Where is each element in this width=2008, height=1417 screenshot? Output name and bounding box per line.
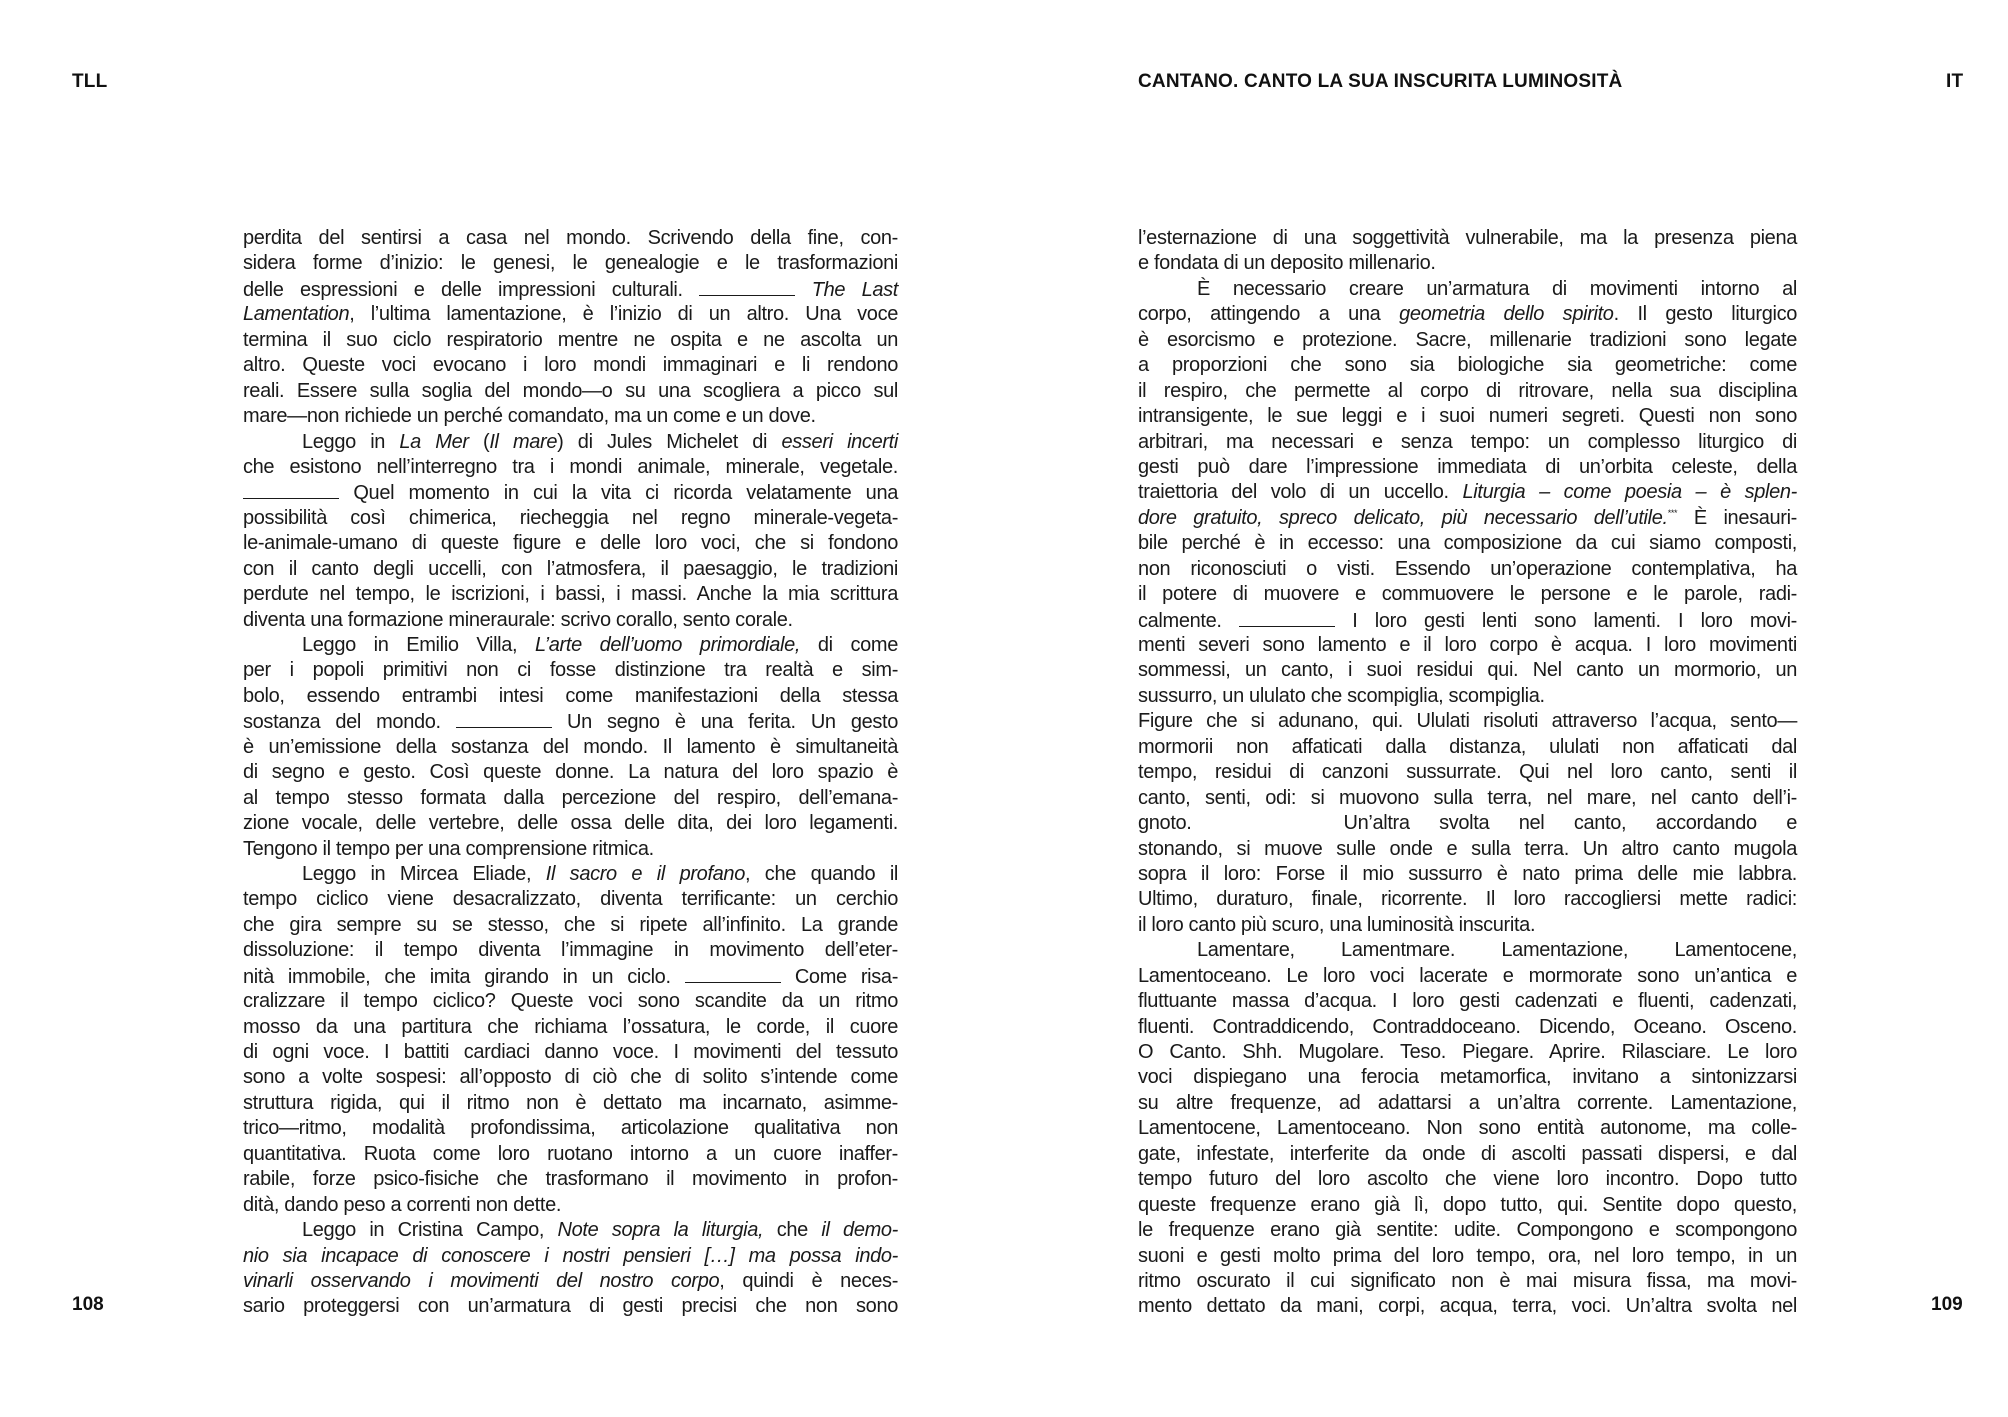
text-run: ( (468, 430, 490, 453)
text-line (243, 1218, 898, 1243)
text-line (1138, 226, 1797, 251)
text-run: dissoluzione: il tempo diventa l’immagine in movimento dell’eter- (243, 939, 898, 962)
text-run: Lamentoceano. Le loro voci lacerate e mormorate sono un’antica e (1138, 964, 1797, 987)
text-line (243, 1294, 898, 1319)
text-run: gate, infestate, interferite da onde di ascolti passati dispersi, e dal (1138, 1142, 1797, 1165)
text-line (1138, 1142, 1797, 1167)
page-number-right: 109 (1931, 1294, 1963, 1315)
text-line (243, 709, 898, 734)
text-line (243, 1142, 898, 1167)
text-run: cralizzare il tempo ciclico? Queste voci sono scandite da un ritmo (243, 990, 898, 1013)
text-run: termina il suo ciclo respiratorio mentre ne ospita e ne ascolta un (243, 328, 898, 351)
text-run: È inesauri- (1677, 506, 1797, 529)
text-run: stonando, si muove sulle onde e sulla terra. Un altro canto mugola (1138, 837, 1797, 860)
text-line (243, 887, 898, 912)
text-line (1138, 1116, 1797, 1141)
page-number-left: 108 (72, 1294, 104, 1315)
text-run: Un segno è una ferita. Un gesto (551, 711, 898, 734)
text-line (243, 404, 898, 429)
italic-text: Lamentation (243, 303, 350, 326)
italic-text: Il sacro e il profano (545, 862, 745, 885)
text-line (1138, 1269, 1797, 1294)
text-run: mare—non richiede un perché comandato, ma un come e un dove. (243, 405, 816, 428)
italic-text: The Last (811, 278, 898, 301)
text-run: mosso da una partitura che richiama l’ossatura, le corde, il cuore (243, 1015, 898, 1038)
text-run: reali. Essere sulla soglia del mondo—o su una scogliera a picco sul (243, 379, 898, 402)
italic-text: il demo- (821, 1219, 898, 1242)
text-line (243, 938, 898, 963)
text-run: Ultimo, duraturo, finale, ricorrente. Il loro raccogliersi mette radici: (1138, 888, 1797, 911)
italic-text: nio sia incapace di conoscere i nostri pensieri […] ma possa indo- (243, 1244, 898, 1267)
text-run: gesti può dare l’impressione immediata di un’orbita celeste, della (1138, 455, 1797, 478)
text-run: Un’altra svolta nel canto, accordando e (1343, 812, 1797, 835)
text-run: Leggo in Emilio Villa, (302, 634, 536, 656)
text-line (243, 379, 898, 404)
blank-rule (685, 964, 781, 983)
text-line (1138, 430, 1797, 455)
text-line (243, 1065, 898, 1090)
text-run: suoni e gesti molto prima del loro tempo, ora, nel loro tempo, in un (1138, 1244, 1797, 1267)
text-line (243, 735, 898, 760)
text-line (1138, 557, 1797, 582)
text-run: sono a volte sospesi: all’opposto di ciò che di solito s’intende come (243, 1066, 898, 1089)
text-line (243, 328, 898, 353)
running-head-left: TLL (72, 71, 108, 92)
text-run: sussurro, un ululato che scompiglia, scompiglia. (1138, 684, 1545, 707)
text-line (243, 1116, 898, 1141)
text-line (243, 1040, 898, 1065)
text-run: rabile, forze psico-fisiche che trasformano il movimento in profon- (243, 1168, 898, 1191)
text-line (1138, 455, 1797, 480)
text-run: queste frequenze erano già lì, dopo tutto, qui. Sentite dopo questo, (1138, 1193, 1797, 1216)
text-line (243, 277, 898, 302)
italic-text: vinarli osservando i movimenti del nostro corpo (243, 1269, 720, 1292)
blank-rule (243, 480, 339, 499)
text-run: sopra il loro: Forse il mio sussurro è nato prima delle mie labbra. (1138, 862, 1797, 885)
text-line (1138, 379, 1797, 404)
text-run: corpo, attingendo a una (1138, 303, 1400, 326)
text-run: mormorii non affaticati dalla distanza, ululati non affaticati dal (1138, 735, 1797, 758)
italic-text: Liturgia – come poesia – è splen- (1462, 481, 1797, 504)
text-run: fluttuante massa d’acqua. I loro gesti cadenzati e fluenti, cadenzati, (1138, 990, 1797, 1013)
text-run: canto, senti, odi: si muovono sulla terra, nel mare, nel canto dell’i- (1138, 786, 1797, 809)
text-run: non riconosciuti o visti. Essendo un’operazione contemplativa, ha (1138, 557, 1797, 580)
text-run: , l’ultima lamentazione, è l’inizio di un altro. Una voce (349, 303, 898, 326)
text-run: che esistono nell’interregno tra i mondi animale, minerale, vegetale. (243, 455, 898, 478)
text-run: traiettoria del volo di un uccello. (1138, 481, 1463, 504)
text-line (243, 1244, 898, 1269)
text-line (243, 658, 898, 683)
text-line (243, 582, 898, 607)
text-line (1138, 658, 1797, 683)
text-line (1138, 684, 1797, 709)
text-run: Tengono il tempo per una comprensione ritmica. (243, 837, 654, 860)
running-head-right: CANTANO. CANTO LA SUA INSCURITA LUMINOSITÀ (1138, 71, 1623, 92)
text-line (243, 837, 898, 862)
text-line (1138, 709, 1797, 734)
text-line (1138, 1244, 1797, 1269)
text-line (1138, 1091, 1797, 1116)
text-line (243, 684, 898, 709)
text-run: dità, dando peso a correnti non dette. (243, 1193, 562, 1216)
text-line (243, 557, 898, 582)
text-line (243, 989, 898, 1014)
text-line (243, 226, 898, 251)
right-text-column (1138, 226, 1797, 1320)
text-run: le frequenze erano già sentite: udite. Compongono e scompongono (1138, 1219, 1797, 1242)
text-line (1138, 404, 1797, 429)
text-line (243, 506, 898, 531)
text-line (243, 455, 898, 480)
text-run: fluenti. Contraddicendo, Contraddoceano. Dicendo, Oceano. Osceno. (1138, 1015, 1797, 1038)
text-run: che gira sempre su se stesso, che si ripete all’infinito. La grande (243, 913, 898, 936)
text-line (1138, 862, 1797, 887)
text-run: altro. Queste voci evocano i loro mondi immaginari e li rendono (243, 354, 898, 377)
text-line (243, 302, 898, 327)
text-line (1138, 353, 1797, 378)
text-run: Lamentocene, Lamentoceano. Non sono entità autonome, ma colle- (1138, 1117, 1797, 1140)
text-line (1138, 1193, 1797, 1218)
text-run: che (763, 1219, 822, 1242)
text-run: arbitrari, ma necessari e senza tempo: un complesso liturgico di (1138, 430, 1797, 453)
text-line (1138, 302, 1797, 327)
text-line (243, 430, 898, 455)
text-line (243, 964, 898, 989)
text-line (1138, 1167, 1797, 1192)
text-run: , che quando il (744, 862, 899, 885)
left-text-column (243, 226, 898, 1320)
text-line (1138, 760, 1797, 785)
text-run: quantitativa. Ruota come loro ruotano intorno a un cuore inaffer- (243, 1142, 898, 1165)
text-run: le-animale-umano di queste figure e delle loro voci, che si fondono (243, 532, 898, 555)
text-line (243, 633, 898, 658)
text-run: È necessario creare un’armatura di movimenti intorno al (1197, 277, 1797, 300)
text-run: tempo futuro del loro ascolto che viene loro incontro. Dopo tutto (1138, 1168, 1797, 1191)
text-line (1138, 506, 1797, 531)
text-line (1138, 277, 1797, 302)
text-line (1138, 1294, 1797, 1319)
text-line (1138, 1015, 1797, 1040)
text-line (1138, 837, 1797, 862)
text-run: possibilità così chimerica, riecheggia nel regno minerale-vegeta- (243, 506, 898, 529)
text-run: Lamentare, Lamentmare. Lamentazione, Lamentocene, (1197, 939, 1797, 962)
text-line (1138, 582, 1797, 607)
italic-text: Note sopra la liturgia, (557, 1219, 764, 1242)
text-run: Leggo in (302, 430, 400, 453)
text-run: il loro canto più scuro, una luminosità inscurita. (1138, 913, 1536, 936)
blank-rule (456, 709, 552, 728)
text-run: perdute nel tempo, le iscrizioni, i bassi, i massi. Anche la mia scrittura (243, 583, 898, 606)
text-line (1138, 1040, 1797, 1065)
text-run: e fondata di un deposito millenario. (1138, 252, 1436, 275)
text-run: ) di Jules Michelet di (557, 430, 782, 453)
text-run: per i popoli primitivi non ci fosse distinzione tra realtà e sim- (243, 659, 898, 682)
text-line (1138, 938, 1797, 963)
text-run: il potere di muovere e commuovere le persone e le parole, radi- (1138, 583, 1797, 606)
text-run: bolo, essendo entrambi intesi come manifestazioni della stessa (243, 684, 898, 707)
text-line (1138, 735, 1797, 760)
text-run: Figure che si adunano, qui. Ululati risoluti attraverso l’acqua, sento— (1138, 710, 1797, 733)
text-line (243, 608, 898, 633)
text-run: Quel momento in cui la vita ci ricorda velatamente una (339, 482, 898, 505)
language-tag: IT (1946, 71, 1964, 92)
text-run: Leggo in Cristina Campo, (302, 1219, 558, 1242)
text-run: diventa una formazione mineraurale: scrivo corallo, sento corale. (243, 608, 793, 631)
text-run: sostanza del mondo. (243, 711, 456, 734)
text-line (243, 862, 898, 887)
italic-text: L’arte dell’uomo primordiale, (535, 634, 801, 656)
text-line (243, 251, 898, 276)
text-run: delle espressioni e delle impressioni culturali. (243, 278, 700, 301)
text-run: al tempo stesso formata dalla percezione del respiro, dell’emana- (243, 786, 898, 809)
italic-text: La Mer (399, 430, 469, 453)
text-run: struttura rigida, qui il ritmo non è dettato ma incarnato, asimme- (243, 1091, 898, 1114)
text-line (1138, 1218, 1797, 1243)
text-run: di ogni voce. I battiti cardiaci danno voce. I movimenti del tessuto (243, 1041, 898, 1063)
text-run: , quindi è neces- (719, 1269, 899, 1292)
text-run: mento dettato da mani, corpi, acqua, terra, voci. Un’altra svolta nel (1138, 1295, 1797, 1318)
text-line (1138, 480, 1797, 505)
italic-text: Il mare (489, 430, 558, 453)
text-line (1138, 989, 1797, 1014)
text-line (243, 913, 898, 938)
footnote-marker: *** (1667, 507, 1678, 518)
text-line (243, 1167, 898, 1192)
text-line (243, 760, 898, 785)
text-run: a proporzioni che sono sia biologiche sia geometriche: come (1138, 354, 1797, 377)
text-run: I loro gesti lenti sono lamenti. I loro movi- (1334, 609, 1797, 632)
text-run: l’esternazione di una soggettività vulnerabile, ma la presenza piena (1138, 227, 1797, 249)
text-run (795, 279, 811, 301)
text-run: O Canto. Shh. Mugolare. Teso. Piegare. Aprire. Rilasciare. Le loro (1138, 1041, 1797, 1063)
blank-rule (1239, 608, 1335, 627)
text-line (1138, 608, 1797, 633)
italic-text: dore gratuito, spreco delicato, più necessario dell’utile. (1138, 506, 1668, 529)
text-run: su altre frequenze, ad adattarsi a un’altra corrente. Lamentazione, (1138, 1091, 1797, 1114)
text-run: gnoto. (1138, 812, 1192, 835)
text-run: di segno e gesto. Così queste donne. La natura del loro spazio è (243, 761, 898, 784)
text-line (243, 1091, 898, 1116)
text-run: è esorcismo e protezione. Sacre, millenarie tradizioni sono legate (1138, 328, 1797, 351)
text-run: trico—ritmo, modalità profondissima, articolazione qualitativa non (243, 1117, 898, 1140)
text-line (243, 811, 898, 836)
text-line (1138, 811, 1797, 836)
text-run: calmente. (1138, 609, 1239, 632)
text-run: sario proteggersi con un’armatura di gesti precisi che non sono (243, 1295, 898, 1318)
text-run: nità immobile, che imita girando in un ciclo. (243, 965, 685, 988)
text-run: tempo, residui di canzoni sussurrate. Qui nel loro canto, senti il (1138, 761, 1797, 784)
text-run: bile perché è in eccesso: una composizione da cui siamo composti, (1138, 532, 1797, 555)
text-run: voci dispiegano una ferocia metamorfica, invitano a sintonizzarsi (1138, 1066, 1797, 1089)
italic-text: geometria dello spirito (1399, 303, 1614, 326)
text-run: è un’emissione della sostanza del mondo. Il lamento è simultaneità (243, 735, 898, 758)
text-line (1138, 887, 1797, 912)
text-run: di come (800, 634, 898, 656)
text-run: . Il gesto liturgico (1613, 303, 1797, 326)
text-run: tempo ciclico viene desacralizzato, diventa terrificante: un cerchio (243, 888, 898, 911)
text-line (1138, 251, 1797, 276)
text-run: con il canto degli uccelli, con l’atmosfera, il paesaggio, le tradizioni (243, 557, 898, 580)
text-run: Come risa- (780, 965, 898, 988)
text-line (1138, 1065, 1797, 1090)
text-run: sommessi, un canto, i suoi residui qui. Nel canto un mormorio, un (1138, 659, 1797, 682)
text-run: menti severi sono lamento e il loro corpo è acqua. I loro movimenti (1138, 634, 1797, 656)
text-line (243, 480, 898, 505)
italic-text: esseri incerti (781, 430, 898, 453)
text-line (243, 353, 898, 378)
text-line (243, 1269, 898, 1294)
text-line (1138, 531, 1797, 556)
text-line (243, 1193, 898, 1218)
text-line (1138, 633, 1797, 658)
text-run: Leggo in Mircea Eliade, (302, 862, 546, 885)
text-run: zione vocale, delle vertebre, delle ossa delle dita, dei loro legamenti. (243, 812, 898, 835)
text-line (243, 531, 898, 556)
blank-rule (699, 277, 795, 296)
text-line (1138, 913, 1797, 938)
text-run: intransigente, le sue leggi e i suoi numeri segreti. Questi non sono (1138, 405, 1797, 428)
text-run: sidera forme d’inizio: le genesi, le genealogie e le trasformazioni (243, 252, 898, 275)
text-line (1138, 786, 1797, 811)
text-line (243, 786, 898, 811)
text-run: perdita del sentirsi a casa nel mondo. Scrivendo della fine, con- (243, 227, 898, 249)
text-line (1138, 964, 1797, 989)
text-line (1138, 328, 1797, 353)
text-line (243, 1015, 898, 1040)
text-run: il respiro, che permette al corpo di ritrovare, nella sua disciplina (1138, 379, 1797, 402)
text-run: ritmo oscurato il cui significato non è mai misura fissa, ma movi- (1138, 1269, 1797, 1292)
